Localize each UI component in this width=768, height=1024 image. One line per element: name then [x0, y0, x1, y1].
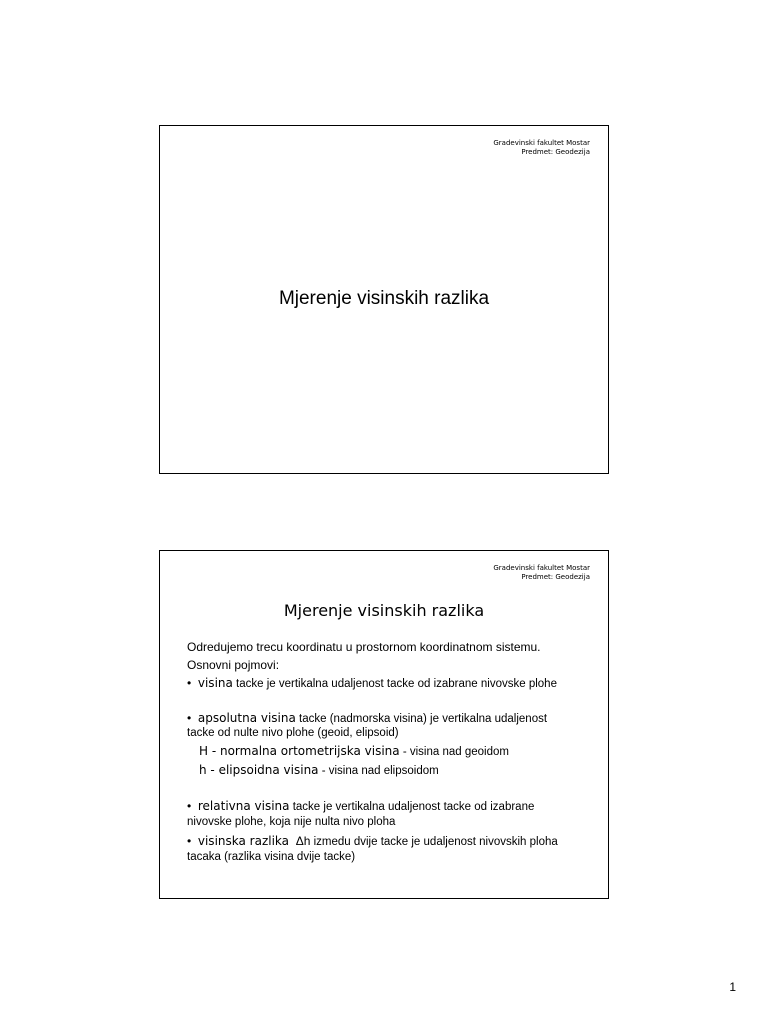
faculty-name: Gradevinski fakultet Mostar [493, 564, 590, 572]
definition: tacke (nadmorska visina) je vertikalna udaljenost [295, 713, 548, 725]
course-name: Predmet: Geodezija [521, 573, 590, 581]
definition-continued: tacke od nulte nivo plohe (geoid, elipsoid) [187, 727, 399, 739]
term: H - normalna ortometrijska visina [199, 744, 400, 758]
slide-1 [159, 125, 609, 474]
bullet-icon: • [187, 799, 192, 813]
definition: izmedu dvije tacke je udaljenost nivovskih ploha [310, 836, 558, 848]
intro-line: Odredujemo trecu koordinatu u prostornom koordinatnom sistemu. [187, 640, 541, 654]
slide-2 [159, 550, 609, 899]
bullet-visina [187, 675, 557, 692]
term: h - elipsoidna visina [199, 763, 319, 777]
slide-header [493, 139, 590, 157]
definition: tacke je vertikalna udaljenost tacke od izabrane nivovske plohe [232, 678, 557, 690]
term: relativna visina [197, 799, 290, 813]
course-name: Predmet: Geodezija [521, 148, 590, 156]
definition: tacke je vertikalna udaljenost tacke od izabrane [289, 801, 535, 813]
term: visina [197, 676, 233, 690]
definition-continued: nivovske plohe, koja nije nulta nivo ploha [187, 816, 396, 828]
bullet-icon: • [187, 676, 192, 690]
term: apsolutna visina [197, 711, 296, 725]
concepts-heading: Osnovni pojmovi: [187, 658, 280, 672]
ellipsoid-height-line [187, 762, 439, 779]
bullet-icon: • [187, 711, 192, 725]
page-number: 1 [729, 980, 736, 994]
normal-height-line [187, 743, 509, 760]
definition: - visina nad elipsoidom [318, 765, 439, 777]
bullet-icon: • [187, 834, 192, 848]
bullet-visinska-razlika [187, 833, 558, 850]
definition: - visina nad geoidom [399, 746, 509, 758]
delta-symbol: Δh [295, 834, 311, 848]
term: visinska razlika [197, 834, 290, 848]
slide-header [493, 564, 590, 582]
slide-title: Mjerenje visinskih razlika [278, 288, 490, 309]
slide-title: Mjerenje visinskih razlika [283, 601, 485, 620]
bullet-relativna-visina [187, 798, 534, 815]
faculty-name: Gradevinski fakultet Mostar [493, 139, 590, 147]
definition-continued: tacaka (razlika visina dvije tacke) [187, 851, 356, 863]
